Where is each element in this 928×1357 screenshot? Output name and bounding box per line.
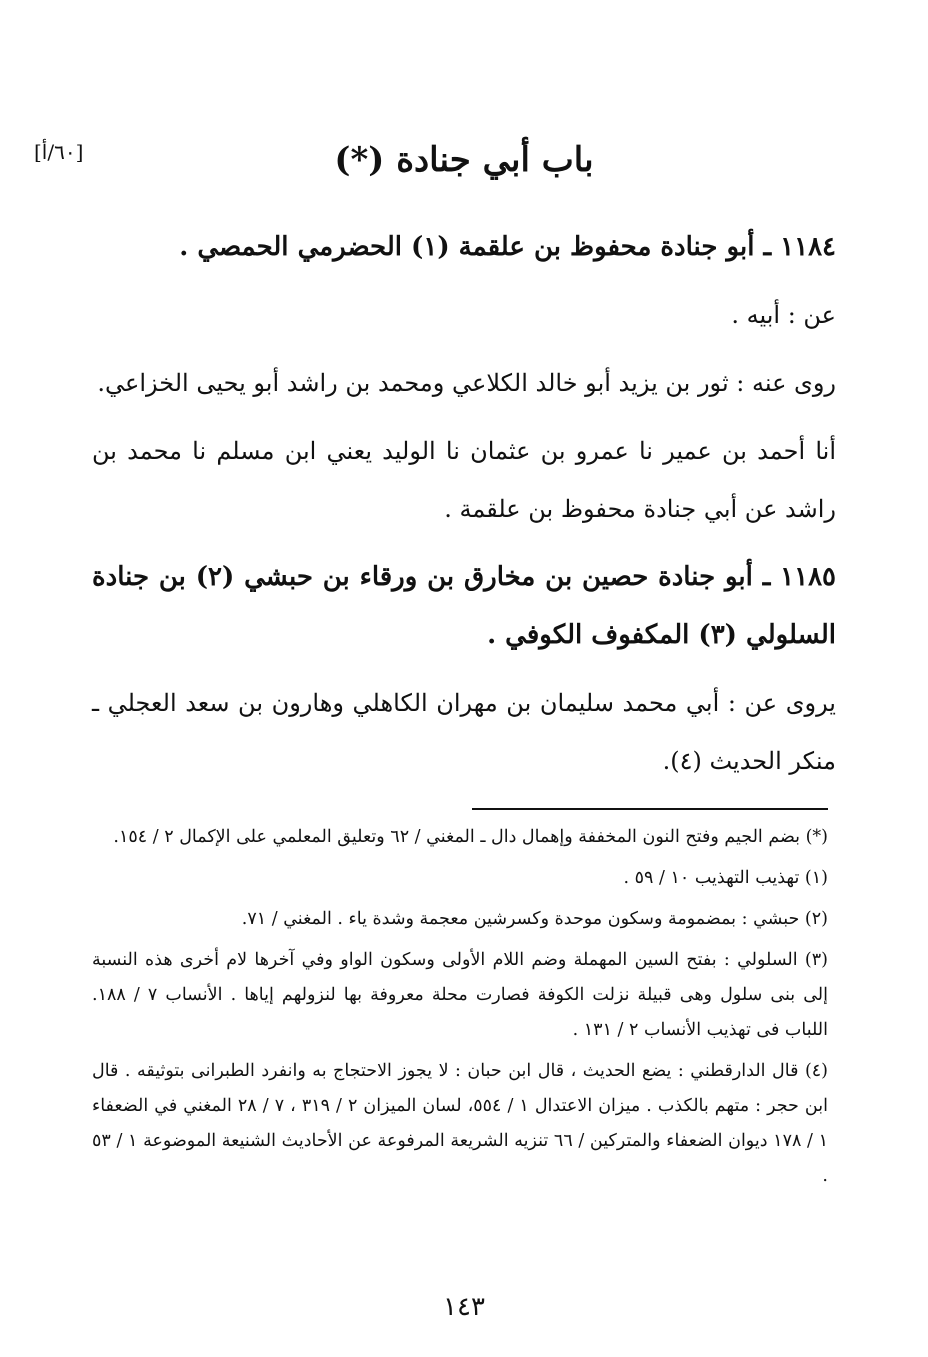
footnote: (٤) قال الدارقطني : يضع الحديث ، قال ابن حبان : لا يجوز الاحتجاج به وانفرد الطبرانى بتوثيقه . قال ابن حجر : متهم بالكذب . ميزان الاعتدال ١ / ٥٥٤، لسان الميزان ٢ / ٣١٩ ، ٧ / ٢٨ المغني في الضعفاء ١ / ١٧٨ ديوان الضعفاء والمتركين / ٦٦ تنزيه الشريعة المرفوعة عن الأحاديث الشنيعة الموضوعة ١ / ٥٣ . — [92, 1061, 828, 1186]
footnote: (*) بضم الجيم وفتح النون المخففة وإهمال دال ـ المغني / ٦٢ وتعليق المعلمي على الإكمال ٢ / ١٥٤. — [113, 827, 828, 847]
entry-text: روى عنه : ثور بن يزيد أبو خالد الكلاعي ومحمد بن راشد أبو يحيى الخزاعي. — [97, 369, 836, 397]
footnote: (٣) السلولي : بفتح السين المهملة وضم اللام الأولى وسكون الواو وفي آخرها لام أخرى هذه النسبة إلى بنى سلول وهى قبيلة نزلت الكوفة فصارت محلة معروفة بها لنزولهم إياها . الأنساب ٧ / ١٨٨. اللباب فى تهذيب الأنساب ٢ / ١٣١ . — [92, 950, 828, 1040]
manuscript-folio-marker: [٦٠/أ] — [34, 140, 84, 164]
entry-heading-1185: ١١٨٥ ـ أبو جنادة حصين بن مخارق بن ورقاء بن حبشي (٢) بن جنادة السلولي (٣) المكفوف الكوفي . — [92, 562, 836, 650]
main-text — [92, 218, 836, 800]
footnotes — [92, 820, 828, 1200]
footnote: (١) تهذيب التهذيب ١٠ / ٥٩ . — [623, 868, 828, 888]
entry-heading-1184: ١١٨٤ ـ أبو جنادة محفوظ بن علقمة (١) الحضرمي الحمصي . — [179, 232, 836, 262]
page-number: ١٤٣ — [443, 1292, 485, 1322]
chapter-title: باب أبي جنادة (*) — [334, 140, 594, 180]
entry-text: أنا أحمد بن عمير نا عمرو بن عثمان نا الوليد يعني ابن مسلم نا محمد بن راشد عن أبي جنادة محفوظ بن علقمة . — [92, 437, 836, 523]
entry-text: يروى عن : أبي محمد سليمان بن مهران الكاهلي وهارون بن سعد العجلي ـ منكر الحديث (٤). — [92, 689, 836, 775]
footnote: (٢) حبشي : بمضمومة وسكون موحدة وكسرشين معجمة وشدة ياء . المغني / ٧١. — [241, 909, 828, 929]
entry-text: عن : أبيه . — [731, 301, 836, 329]
footnote-separator — [472, 808, 828, 810]
